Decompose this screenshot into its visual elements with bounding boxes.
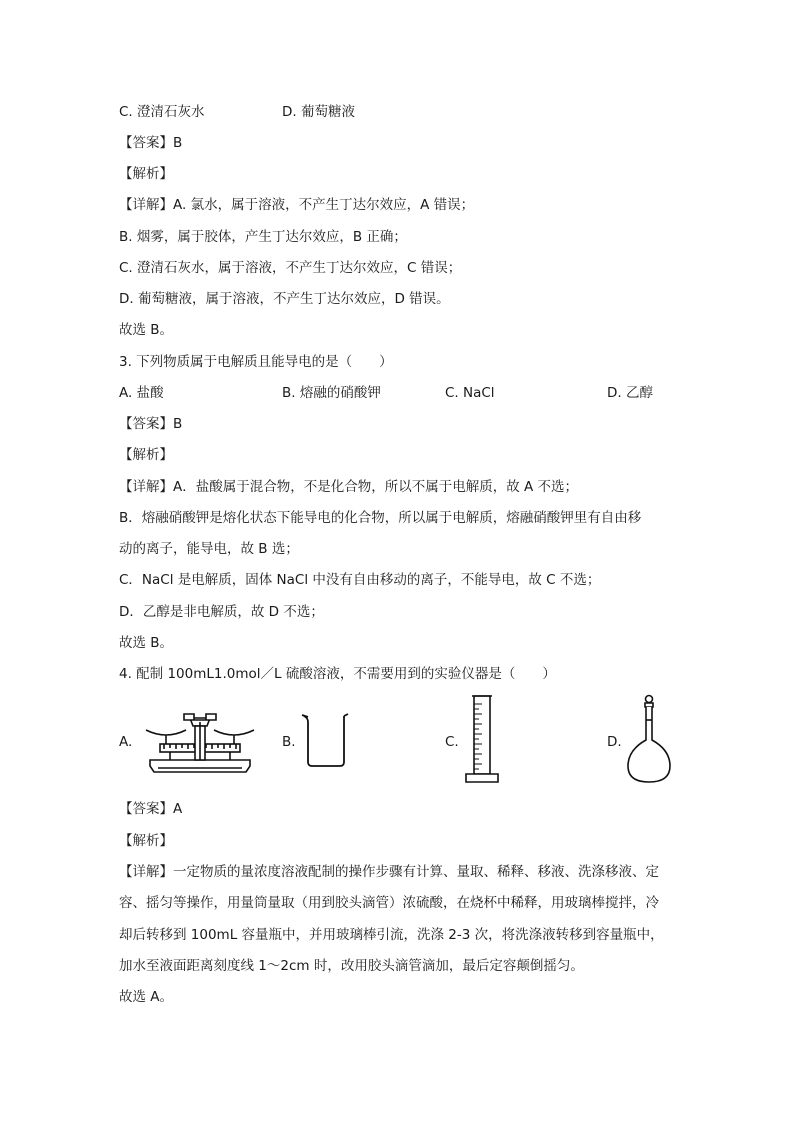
q2-analysis-heading: 【解析】 bbox=[119, 166, 173, 182]
q3-detail-line: C．NaCl 是电解质，固体 NaCl 中没有自由移动的离子，不能导电，故 C 不选； bbox=[119, 572, 601, 588]
q4-stem: 4. 配制 100mL1.0mol／L 硫酸溶液，不需要用到的实验仪器是（ ） bbox=[119, 666, 556, 682]
q3-detail-line: B．熔融硝酸钾是熔化状态下能导电的化合物，所以属于电解质，熔融硝酸钾里有自由移 bbox=[119, 510, 642, 526]
q4-detail-line: 容、摇匀等操作，用量筒量取（用到胶头滴管）浓硫酸，在烧杯中稀释，用玻璃棒搅拌，冷 bbox=[119, 895, 659, 911]
q2-option-c: C. 澄清石灰水 bbox=[119, 104, 205, 120]
q3-option-a: A. 盐酸 bbox=[119, 385, 164, 401]
graduated-cylinder-icon bbox=[464, 694, 500, 786]
balance-icon bbox=[140, 708, 260, 776]
q3-answer: 【答案】B bbox=[119, 416, 183, 432]
q2-detail-line: D. 葡萄糖液，属于溶液，不产生丁达尔效应，D 错误。 bbox=[119, 291, 450, 307]
q4-detail-line: 却后转移到 100mL 容量瓶中，并用玻璃棒引流，洗涤 2-3 次，将洗涤液转移到容量瓶中， bbox=[119, 927, 664, 943]
q2-conclusion: 故选 B。 bbox=[119, 322, 174, 338]
q3-detail-line: 【详解】A．盐酸属于混合物，不是化合物，所以不属于电解质，故 A 不选； bbox=[119, 479, 579, 495]
q3-option-c: C. NaCl bbox=[445, 385, 495, 401]
volumetric-flask-icon bbox=[624, 694, 674, 786]
q3-detail-line: D．乙醇是非电解质，故 D 不选； bbox=[119, 604, 324, 620]
q4-option-d-label: D. bbox=[607, 734, 622, 750]
q3-stem: 3. 下列物质属于电解质且能导电的是（ ） bbox=[119, 354, 393, 370]
q4-answer: 【答案】A bbox=[119, 801, 183, 817]
q2-detail-line: B. 烟雾，属于胶体，产生丁达尔效应，B 正确； bbox=[119, 229, 407, 245]
q2-answer: 【答案】B bbox=[119, 135, 183, 151]
q4-conclusion: 故选 A。 bbox=[119, 989, 174, 1005]
q4-analysis-heading: 【解析】 bbox=[119, 833, 173, 849]
q4-detail-line: 【详解】一定物质的量浓度溶液配制的操作步骤有计算、量取、稀释、移液、洗涤移液、定 bbox=[119, 864, 659, 880]
q4-option-c-label: C. bbox=[445, 734, 459, 750]
q4-option-b-label: B. bbox=[282, 734, 296, 750]
q4-option-a-label: A. bbox=[119, 734, 133, 750]
q2-detail-line: 【详解】A. 氯水，属于溶液，不产生丁达尔效应，A 错误； bbox=[119, 197, 475, 213]
beaker-icon bbox=[300, 712, 352, 770]
q3-analysis-heading: 【解析】 bbox=[119, 447, 173, 463]
q2-option-d: D. 葡萄糖液 bbox=[282, 104, 355, 120]
q3-conclusion: 故选 B。 bbox=[119, 635, 174, 651]
q2-detail-line: C. 澄清石灰水，属于溶液，不产生丁达尔效应，C 错误； bbox=[119, 260, 462, 276]
q3-detail-line: 动的离子，能导电，故 B 选； bbox=[119, 541, 299, 557]
q4-detail-line: 加水至液面距离刻度线 1～2cm 时，改用胶头滴管滴加，最后定容颠倒摇匀。 bbox=[119, 958, 584, 974]
q3-option-d: D. 乙醇 bbox=[607, 385, 653, 401]
q3-option-b: B. 熔融的硝酸钾 bbox=[282, 385, 381, 401]
